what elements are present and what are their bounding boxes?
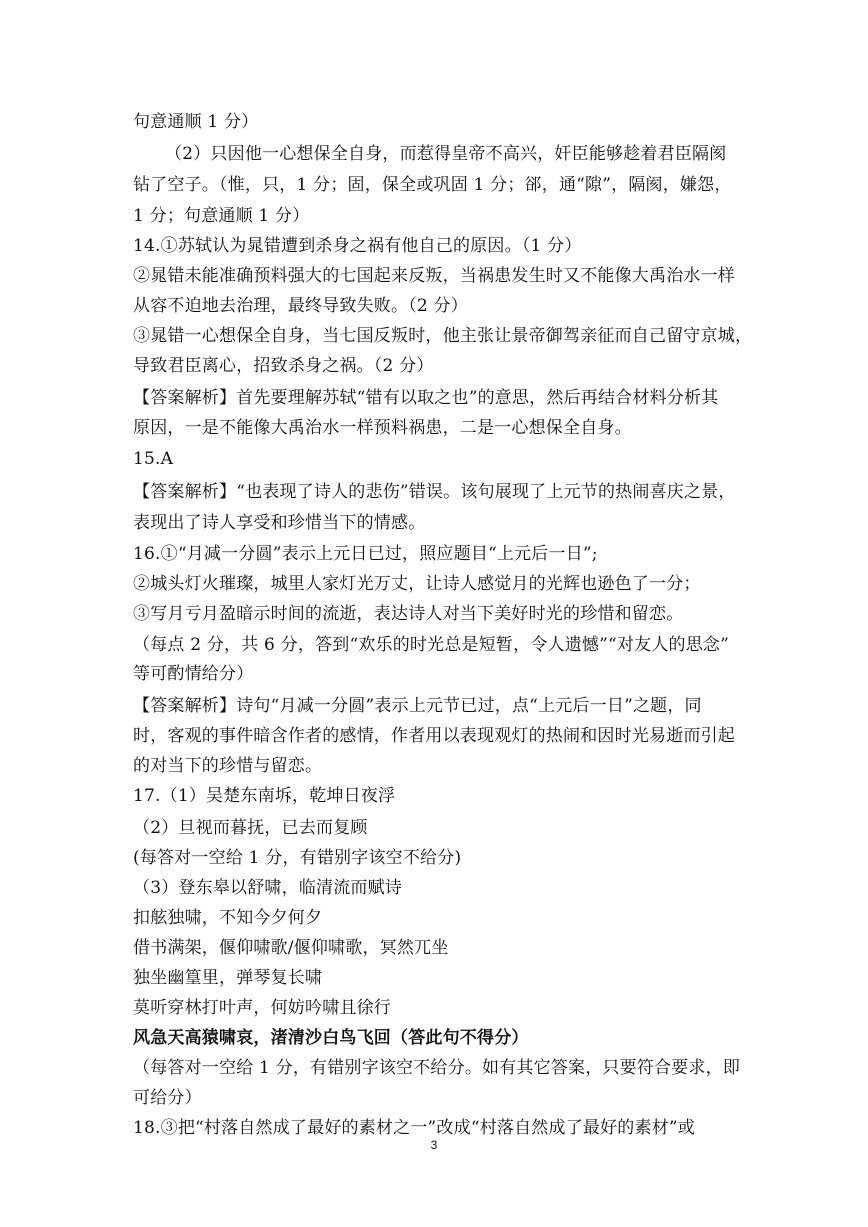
text-line: 的对当下的珍惜与留恋。 (133, 756, 323, 776)
text-line: （每答对一空给 1 分，有错别字该空不给分。如有其它答案，只要符合要求，即 (133, 1058, 741, 1078)
text-line: 从容不迫地去治理，最终导致失败。（2 分） (133, 296, 468, 316)
text-line: 原因，一是不能像大禹治水一样预料祸患，二是一心想保全自身。 (133, 418, 632, 438)
text-line: ③晁错一心想保全自身，当七国反叛时，他主张让景帝御驾亲征而自己留守京城， (133, 326, 753, 346)
text-line: 钻了空子。（惟，只，1 分；固，保全或巩固 1 分；郤，通“隙”，隔阂，嫌怨， (133, 175, 732, 195)
text-line: （2）旦视而暮抚，已去而复顾 (133, 818, 368, 838)
text-line: 【答案解析】“也表现了诗人的悲伤”错误。该句展现了上元节的热闹喜庆之景， (133, 482, 736, 502)
text-line: 【答案解析】首先要理解苏轼“错有以取之也”的意思，然后再结合材料分析其 (133, 388, 719, 408)
text-line: 14.①苏轼认为晁错遭到杀身之祸有他自己的原因。（1 分） (133, 236, 582, 256)
text-line: 15.A (133, 449, 174, 469)
text-line: 18.③把“村落自然成了最好的素材之一”改成“村落自然成了最好的素材”或 (133, 1118, 695, 1138)
text-line: 1 分；句意通顺 1 分） (133, 206, 310, 226)
text-line: （3）登东皋以舒啸，临清流而赋诗 (133, 878, 403, 898)
text-line: 借书满架，偃仰啸歌/偃仰啸歌，冥然兀坐 (133, 938, 449, 958)
text-line: 等可酌情给分） (133, 664, 254, 684)
text-line: 【答案解析】诗句“月减一分圆”表示上元节已过，点“上元后一日”之题，同 (133, 696, 702, 716)
text-line: 可给分） (133, 1088, 202, 1108)
text-line-bold: 风急天高猿啸哀，渚清沙白鸟飞回（答此句不得分） (133, 1028, 529, 1048)
text-line: 莫听穿林打叶声，何妨吟啸且徐行 (133, 998, 391, 1018)
text-line: 17.（1）吴楚东南坼，乾坤日夜浮 (133, 786, 396, 806)
text-line: 16.①“月减一分圆”表示上元日已过，照应题目“上元后一日”; (133, 544, 598, 564)
text-line: ②晁错未能准确预料强大的七国起来反叛，当祸患发生时又不能像大禹治水一样 (133, 266, 735, 286)
text-line: 独坐幽篁里，弹琴复长啸 (133, 968, 323, 988)
text-line: 导致君臣离心，招致杀身之祸。（2 分） (133, 356, 434, 376)
text-line: 表现出了诗人享受和珍惜当下的情感。 (133, 513, 426, 533)
text-line: （每点 2 分，共 6 分，答到“欢乐的时光总是短暂，令人遗憾”“对友人的思念” (133, 635, 730, 655)
text-line: （2）只因他一心想保全自身，而惹得皇帝不高兴，奸臣能够趁着君臣隔阂 (165, 144, 727, 164)
text-line: ③写月亏月盈暗示时间的流逝，表达诗人对当下美好时光的珍惜和留恋。 (133, 604, 684, 624)
text-line: 句意通顺 1 分） (133, 112, 259, 132)
text-line: (每答对一空给 1 分，有错别字该空不给分) (133, 848, 462, 868)
text-line: ②城头灯火璀璨，城里人家灯光万丈，让诗人感觉月的光辉也逊色了一分； (133, 574, 701, 594)
text-line: 时，客观的事件暗含作者的感情，作者用以表现观灯的热闹和因时光易逝而引起 (133, 726, 735, 746)
text-line: 扣舷独啸，不知今夕何夕 (133, 908, 323, 928)
page-number: 3 (430, 1138, 438, 1152)
